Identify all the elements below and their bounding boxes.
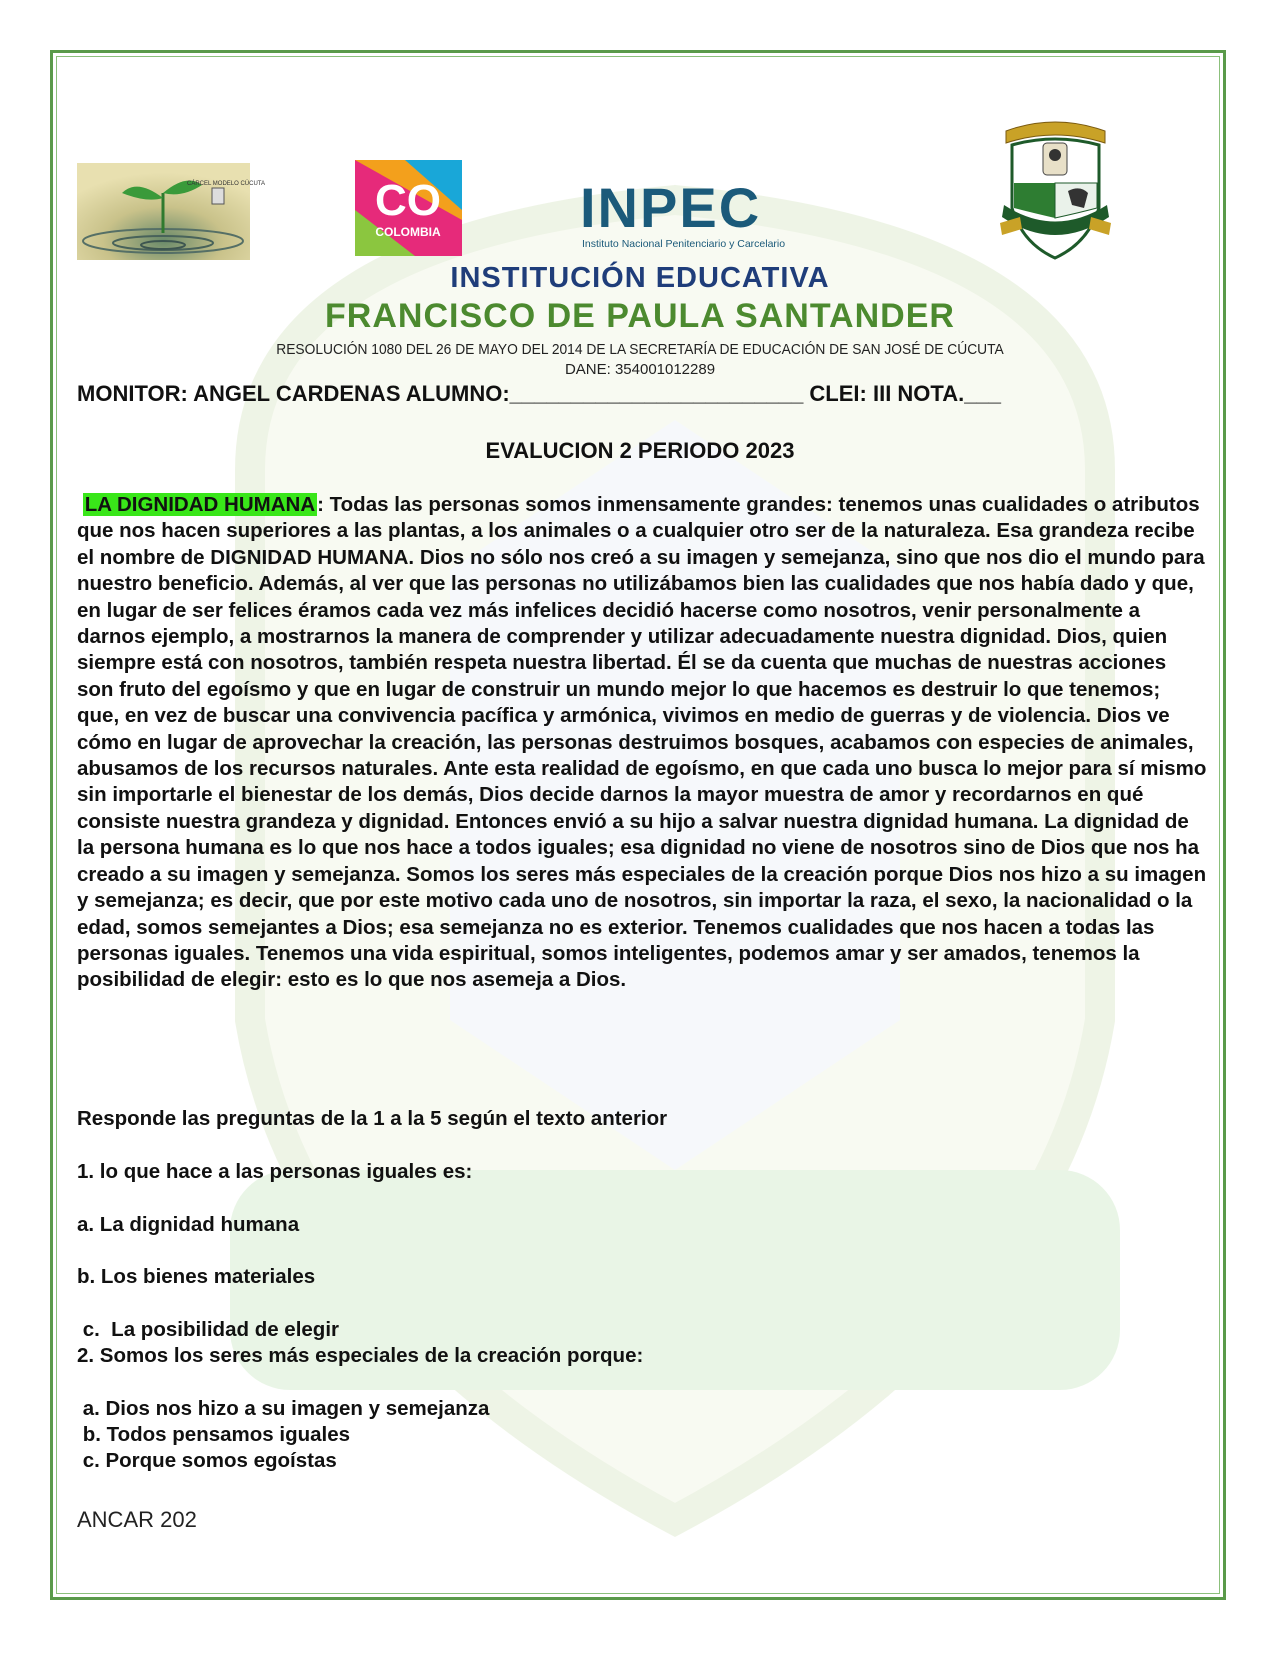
water-logo-caption: CÁRCEL MODELO CÚCUTA xyxy=(187,181,266,187)
inpec-logo-text: INPEC xyxy=(580,176,762,239)
institution-heading-line2: FRANCISCO DE PAULA SANTANDER xyxy=(325,297,955,335)
monitor-student-line: MONITOR: ANGEL CARDENAS ALUMNO:________________________ CLEI: III NOTA.___ xyxy=(77,381,1001,406)
question-2-option-c: c. Porque somos egoístas xyxy=(77,1449,337,1472)
question-2: 2. Somos los seres más especiales de la creación porque: xyxy=(77,1344,644,1367)
reading-paragraph xyxy=(77,492,1207,994)
reading-body: : Todas las personas somos inmensamente grandes: tenemos unas cualidades o atributos que nos hacen superiores a las plantas, a los animales o a cualquier otro ser de la naturaleza. Esa grandeza recibe el nombre de DIGNIDAD HUMANA. Dios no sólo nos creó a su imagen y semejanza, sino que nos dio el mundo para nuestro beneficio. Además, al ver que las personas no utilizábamos bien las cualidades que nos había dado y que, en lugar de ser felices éramos cada vez más infelices decidió hacerse como nosotros, venir personalmente a darnos ejemplo, a mostrarnos la manera de comprender y utilizar adecuadamente nuestra dignidad. Dios, quien siempre está con nosotros, también respeta nuestra libertad. Él se da cuenta que muchas de nuestras acciones son fruto del egoísmo y que en lugar de construir un mundo mejor lo que hacemos es destruir lo que tenemos; que, en vez de buscar una convivencia pacífica y armónica, vivimos en medio de guerras y de violencia. Dios ve cómo en lugar de aprovechar la creación, las personas destruimos bosques, acabamos con especies de animales, abusamos de los recursos naturales. Ante esta realidad de egoísmo, en que cada uno busca lo mejor para sí mismo sin importarle el bienestar de los demás, Dios decide darnos la mayor muestra de amor y recordarnos en qué consiste nuestra grandeza y dignidad. Entonces envió a su hijo a salvar nuestra dignidad humana. La dignidad de la persona humana es lo que nos hace a todos iguales; esa dignidad no viene de nosotros sino de Dios que nos ha creado a su imagen y semejanza. Somos los seres más especiales de la creación porque Dios nos hizo a su imagen y semejanza; es decir, que por este motivo cada uno de nosotros, sin importar la raza, el sexo, la nacionalidad o la edad, somos semejantes a Dios; esa semejanza no es exterior. Tenemos cualidades que nos hacen a todas las personas iguales. Tenemos una vida espiritual, somos inteligentes, podemos amar y ser amados, tenemos la posibilidad de elegir: esto es lo que nos asemeja a Dios. xyxy=(77,493,1207,992)
question-1-option-a: a. La dignidad humana xyxy=(77,1213,300,1236)
question-1: 1. lo que hace a las personas iguales es: xyxy=(77,1160,473,1183)
footer-code: ANCAR 202 xyxy=(77,1507,197,1532)
instructions-text: Responde las preguntas de la 1 a la 5 según el texto anterior xyxy=(77,1107,668,1130)
water-drop-logo-icon xyxy=(77,163,266,260)
inpec-logo-icon xyxy=(580,175,810,253)
co-logo-text: CO xyxy=(375,176,441,225)
colombia-co-logo-icon xyxy=(355,160,462,256)
question-1-option-c: c. La posibilidad de elegir xyxy=(77,1318,340,1341)
institution-heading-line1: INSTITUCIÓN EDUCATIVA xyxy=(450,262,830,294)
co-logo-subtext: COLOMBIA xyxy=(375,225,441,239)
highlighted-topic-label: LA DIGNIDAD HUMANA xyxy=(84,493,316,516)
inpec-logo-subtext: Instituto Nacional Penitenciario y Carcelario xyxy=(582,238,786,250)
question-2-option-b: b. Todos pensamos iguales xyxy=(77,1423,351,1446)
question-2-option-a: a. Dios nos hizo a su imagen y semejanza xyxy=(77,1397,490,1420)
question-1-option-b: b. Los bienes materiales xyxy=(77,1265,316,1288)
dane-code: DANE: 354001012289 xyxy=(564,361,716,378)
school-shield-logo-icon xyxy=(998,113,1113,263)
resolution-text: RESOLUCIÓN 1080 DEL 26 DE MAYO DEL 2014 DE LA SECRETARÍA DE EDUCACIÓN DE SAN JOSÉ DE CÚCUTA xyxy=(276,341,1004,358)
exam-title: EVALUCION 2 PERIODO 2023 xyxy=(485,438,795,463)
